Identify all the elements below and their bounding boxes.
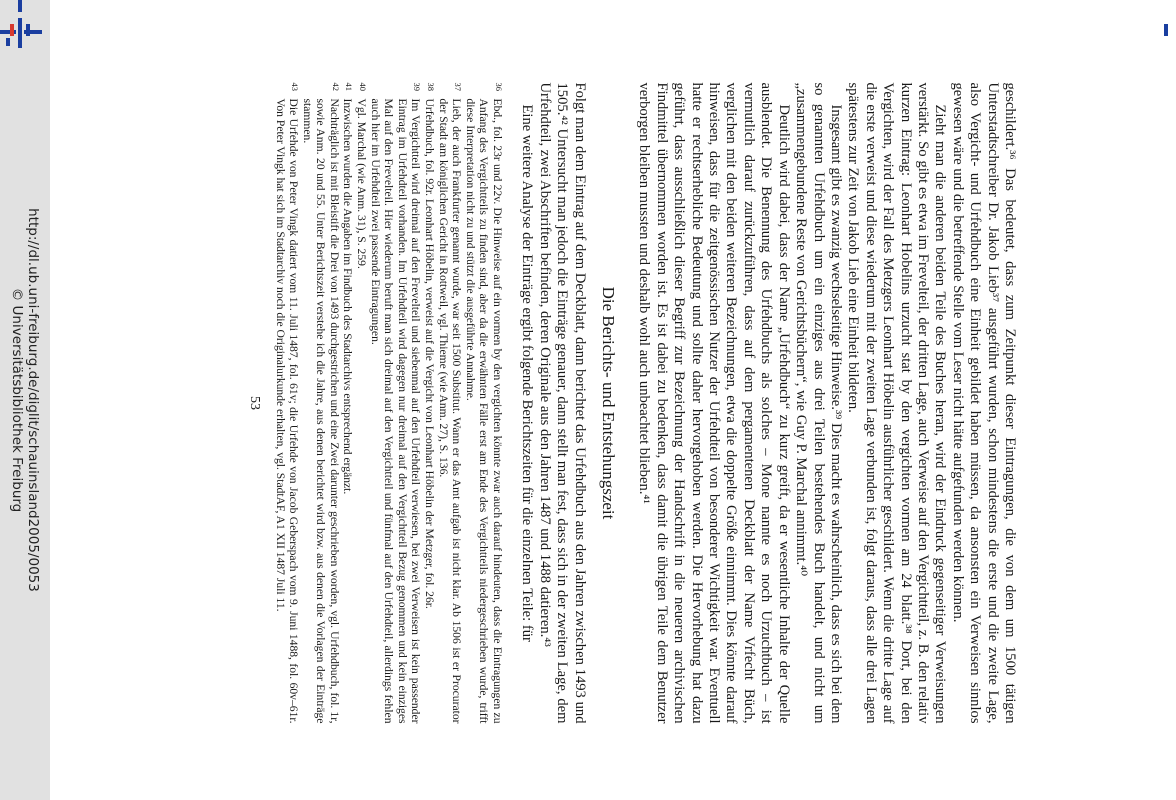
footnote bbox=[273, 83, 300, 724]
footnote-number: 43 bbox=[290, 82, 301, 91]
footnote-number: 42 bbox=[330, 82, 341, 91]
source-url[interactable]: http://dl.ub.uni-freiburg.de/diglit/schauinsland2005/0053 bbox=[25, 208, 41, 592]
source-url-and-copyright bbox=[9, 0, 41, 800]
viewer-sidebar bbox=[0, 0, 50, 800]
footnote-text: Lieb, der auch Frankfurter genannt wurde, war seit 1500 Substitut. Wann er das Amt aufgab ist nicht klar. Ab 1506 ist er Procurator der Stadt am königlichen Gericht in Rottweil, vgl. Thieme (wie Anm. 27), S. 136. bbox=[436, 98, 464, 724]
footnote bbox=[341, 83, 355, 724]
body-paragraph: Folgt man dem Eintrag auf dem Deckblatt, dann berichtet das Urfehdbuch aus den Jahren zwischen 1493 und 1505.⁴² Untersucht man jedoch die Einträge genauer, dann stellt man fest, dass sich in der zweiten Lage, dem Urfehdteil, zwei Abschriften befinden, deren Originale aus den Jahren 1487 und 1488 datieren.⁴³ bbox=[536, 82, 588, 724]
footnote-text: Vgl. Marchal (wie Anm. 31), S. 259. bbox=[355, 98, 369, 269]
footnote bbox=[422, 83, 436, 724]
footnote bbox=[436, 83, 463, 724]
footnote-text: Im Vergichtteil wird dreimal auf den Frevelteil und siebenmal auf den Urfehdteil verwiesen, bei zwei Verweisen ist kein passender Eintrag im Urfehdteil vorhanden. Im Urfehdteil wird dagegen nur dreimal auf den Vergichtteil Bezug genommen und kein einziges Mal auf den Frevelteil. Hier wiederum beruft man sich dreimal auf den Vergichtteil und fünfmal auf den Urfehdteil, allerdings fehlen auch hier im Urfehdteil zwei passende Eintragungen. bbox=[368, 98, 423, 724]
footnote bbox=[355, 83, 369, 724]
viewer-edge-marker bbox=[1164, 24, 1168, 36]
footnote-text: Urfehdbuch, fol. 92r. Leonhart Höbelin, verweist auf die Vergicht von Leonhart Höbelin der Metzger, fol. 26r. bbox=[423, 98, 437, 609]
footnote-number: 36 bbox=[494, 82, 505, 91]
body-paragraph: Insgesamt gibt es zwanzig wechselseitige Hinweise.³⁹ Dies macht es wahrscheinlich, dass es sich bei dem so genannten Urfehdbuch um ein einziges aus drei Teilen bestehendes Buch handelt, und nicht um „zusammengebundene Reste von Gerichtsbüchern“, wie Guy P. Marchal annimmt.⁴⁰ bbox=[793, 82, 844, 724]
body-paragraph: Deutlich wird dabei, dass der Name „Urfehdbuch“ zu kurz greift, da er wesentliche Inhalte der Quelle ausblendet. Die Benennung des Urfehdbuchs als solches – Mone nannte es noch Urzuchtbuch – ist vermutlich darauf zurückzuführen, dass auf dem pergamentenen Deckblatt der Name Vrfecht Büch, verglichen mit den beiden weiteren Bezeichnungen, etwa die doppelte Größe einnimmt. Dies könnte darauf hinweisen, dass für die zeitgenössischen Nutzer der Urfehdteil von besonderer Wichtigkeit war. Eventuell hatte er rechtserhebliche Bedeutung und sollte daher hervorgehoben werden. Die Hervorhebung hat dazu geführt, dass ausschließlich dieser Begriff zur Bezeichnung der Handschrift in die neueren archivischen Findmittel übernommen worden ist. Es ist dabei zu bedenken, dass damit die übrigen Teile dem Benutzer verborgen bleiben mussten und deshalb wohl auch unbeachtet blieben.⁴¹ bbox=[636, 82, 792, 724]
footnote-number: 38 bbox=[426, 82, 437, 91]
footnote-number: 41 bbox=[344, 82, 355, 91]
footnote-text: Die Urfehde von Peter Vingk datiert vom 11. Juli 1487, fol. 61v; die Urfehde von Jacob Geberspach vom 9. Juni 1488, fol. 60v–61r. Von Peter Vingk hat sich im Stadtarchiv noch die Originalurkunde erhalten, vgl. StadtAF, A1 XII 1487 Juli 11. bbox=[273, 98, 301, 724]
copyright-notice: © Universitätsbibliothek Freiburg bbox=[9, 287, 25, 513]
footnote-text: Nachträglich ist mit Bleistift die Drei von 1493 durchgestrichen und eine Zwei darunter geschrieben worden, vgl. Urfehdbuch, fol. 1r, sowie Anm. 20 und 55. Unter Berichtszeit verstehe ich die Jahre, aus denen berichtet wird bzw. aus denen die Vorlagen der Einträge stammen. bbox=[300, 98, 341, 724]
body-paragraph: Eine weitere Analyse der Einträge ergibt folgende Berichtszeiten für die einzelnen Teile: für bbox=[519, 104, 536, 642]
page-number: 53 bbox=[246, 396, 262, 410]
scanned-page-viewport bbox=[60, 0, 1160, 800]
body-paragraph: geschildert.³⁶ Das bedeutet, dass zum Zeitpunkt dieser Eintragungen, die von dem um 1500 tätigen Unterstadtschreiber Dr. Jakob Lieb³⁷ ausgeführt wurden, schon mindestens die erste und die zweite Lage, also Vergicht- und Urfehdbuch eine Einheit gebildet haben müssen, da ansonsten ein Verweisen sinnlos gewesen wäre und die betreffende Stelle vom Leser nicht hätte aufgefunden werden können. bbox=[949, 82, 1018, 724]
footnote-number: 39 bbox=[412, 82, 423, 91]
footnote-text: Inzwischen wurden die Angaben im Findbuch des Stadtarchivs entsprechend ergänzt. bbox=[341, 98, 355, 495]
footnote bbox=[463, 83, 504, 724]
footnote-number: 40 bbox=[358, 82, 369, 91]
footnote-number: 37 bbox=[453, 82, 464, 91]
section-heading: Die Berichts- und Entstehungszeit bbox=[599, 286, 619, 520]
footnote-text: Ebd., fol. 23r und 22v. Die Hinweise auf ein vormen by den vergichten könnte zwar auch darauf hindeuten, dass die Eintragungen zu Anfang des Vergichtteils zu finden sind, aber da die erwähnten Fälle erst am Ende des Vergichtteils niedergeschrieben wurde, trifft diese Interpretation nicht zu und stützt die ausgeführte Annahme. bbox=[463, 98, 505, 724]
body-paragraph: Zieht man die anderen beiden Teile des Buches heran, wird der Eindruck gegenseitiger Verweisungen verstärkt. So gibt es etwa im Frevelteil, der dritten Lage, auch Verweise auf den Vergichtteil, z. B. den relativ kurzen Eintrag: Leonhart Hobelins urzucht stat by den vergichten vormen am 24 blatt.³⁸ Dort, bei den Vergichten, wird der Fall des Metzgers Leonhart Höbelin ausführlicher geschildert. Wenn die dritte Lage auf die erste verweist und diese wiederum mit der zweiten Lage verbunden ist, folgt daraus, dass alle drei Lagen spätestens zur Zeit von Jakob Lieb eine Einheit bildeten. bbox=[845, 82, 949, 724]
footnotes bbox=[273, 83, 504, 724]
footnote bbox=[300, 83, 341, 724]
scanned-book-page bbox=[150, 33, 1070, 768]
footnote bbox=[368, 83, 422, 724]
